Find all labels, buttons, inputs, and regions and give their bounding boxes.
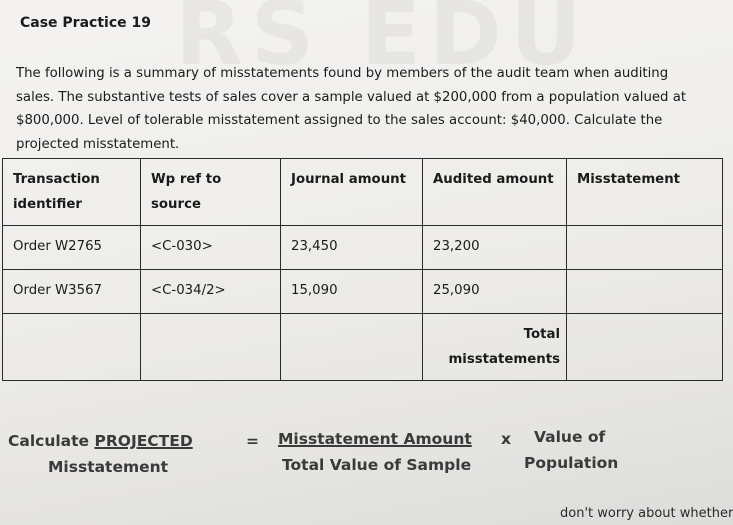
cell-journal: 23,450 <box>281 226 423 270</box>
paragraph-line: The following is a summary of misstatements found by members of the audit team when auditing <box>16 66 669 81</box>
header-misstatement: Misstatement <box>567 159 723 226</box>
cell-empty <box>141 314 281 381</box>
formula-times: x <box>501 430 511 448</box>
table-total-row <box>3 314 723 381</box>
cell-wp-ref: <C-034/2> <box>141 270 281 314</box>
paragraph-line: sales. The substantive tests of sales cover a sample valued at $200,000 from a population valued at <box>16 89 687 105</box>
formula-value-line1: Value of <box>534 428 606 446</box>
header-wp-ref <box>141 159 281 226</box>
problem-paragraph <box>16 62 696 156</box>
formula-lhs-line2: Misstatement <box>48 458 169 476</box>
cell-empty <box>281 314 423 381</box>
total-misstatements-value <box>567 314 723 381</box>
formula-numerator: Misstatement Amount <box>278 430 472 448</box>
header-journal: Journal amount <box>281 159 423 226</box>
cell-transaction: Order W3567 <box>3 270 141 314</box>
cell-misstatement <box>567 226 723 270</box>
table-row <box>3 270 723 314</box>
header-transaction <box>3 159 141 226</box>
formula-denominator: Total Value of Sample <box>282 456 472 474</box>
formula-lhs-line1 <box>8 432 193 450</box>
header-text: source <box>151 197 201 212</box>
paragraph-line: projected misstatement. <box>16 136 180 152</box>
cell-audited: 23,200 <box>423 226 567 270</box>
table-header-row <box>3 159 723 226</box>
cell-empty <box>3 314 141 381</box>
cell-misstatement <box>567 270 723 314</box>
formula-value-line2: Population <box>524 454 619 472</box>
paragraph-line: $800,000. Level of tolerable misstatement assigned to the sales account: $40,000. Calculate the <box>16 113 663 128</box>
header-audited: Audited amount <box>423 159 567 226</box>
formula-text: Calculate <box>8 432 95 450</box>
table-row <box>3 226 723 270</box>
header-text: identifier <box>13 197 82 212</box>
total-misstatements-label: Total misstatements <box>423 314 567 381</box>
header-text: Transaction <box>13 172 100 187</box>
footnote-text: don't worry about whether <box>560 506 733 521</box>
header-text: Wp ref to <box>151 172 222 187</box>
formula-equals: = <box>246 432 259 450</box>
cell-journal: 15,090 <box>281 270 423 314</box>
cell-transaction: Order W2765 <box>3 226 141 270</box>
case-heading: Case Practice 19 <box>20 15 151 31</box>
cell-wp-ref: <C-030> <box>141 226 281 270</box>
cell-audited: 25,090 <box>423 270 567 314</box>
misstatement-table <box>2 158 723 381</box>
projection-formula <box>0 412 700 482</box>
formula-emphasis: PROJECTED <box>94 432 193 450</box>
